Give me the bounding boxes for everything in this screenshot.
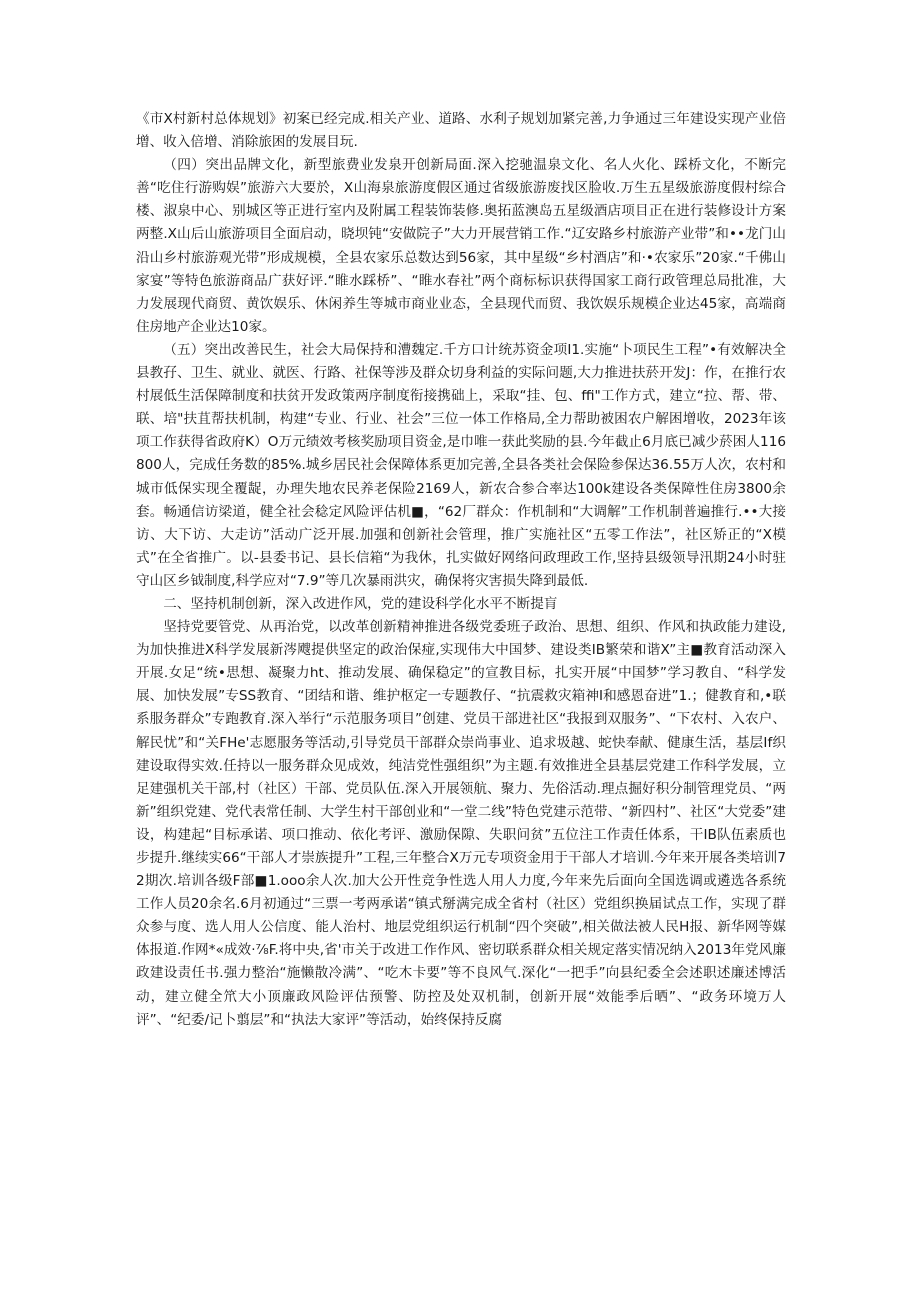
paragraph-plan-intro: 《市X村新村总体规划》初案已经完成.相关产业、道路、水利子规划加紧完善,力争通过三年建设实现产业倍增、收入倍增、消除旅困的发展目玩. (136, 111, 786, 151)
section-heading-party-building: 二、坚持机制创新，深入改进作风，党的建设科学化水平不断提肓 (163, 595, 558, 612)
document-body (136, 108, 786, 1032)
paragraph-tourism-brand: （四）突出品牌文化，新型旅费业发泉开创新局面.深入挖驰温泉文化、名人火化、踩桥文化，不断完善“吃住行游购娱”旅游六大要於，X山海泉旅游度假区通过省级旅游废找区脸收.万生五星级旅游度假村综合楼、淑泉中心、别城区等正进行室内及附属工程装饰装修.奥拓蓝澳岛五星级酒店项目正在进行装修设计方案两整.X山后山旅游项目全面启动，晓坝钝“安做院子”大力开展营销工作.“辽安路乡村旅游产业带”和••龙门山沿山乡村旅游观光带”形成规模，全县农家乐总数达到56家，其中星级“乡村酒店”和·•农家乐”20家.“千佛山家宴”等特色旅游商品广获好评.“睢水踩桥”、“睢水春社”两个商标标识获得国家工商行政管理总局批准，大力发展现代商贸、黄饮娱乐、休闲养生等城市商业业态，全县现代而贸、我饮娱乐规模企业达45家，高端商住房地产企业达10家。 (136, 157, 786, 335)
paragraph-livelihood: （五）突出改善民生，社会大局保持和漕魏定.千方口计统苏资金项I1.实施“卜项民生工程”•有效解决全县教孖、卫生、就业、就医、行路、社保等涉及群众切身利益的实际问题,大力推进扶菸开发J：作，在推行农村展低生活保障制度和扶贫开发政策两序制度衔接携础上，采取“挂、包、ffi"工作方式，建立“拉、帮、带、联、培"扶苴帮扶机制，构建“专业、行业、社会”三位一体工作格局,全力帮助被困农户解困增收，2023年该项工作获得省政府K）O万元绩效考核奖励项目资金,是巾唯一获此奖励的县.今年截止6月底已减少菸困人116800人，完成任务数的85%.城乡居民社会保障体系更加完善,全县各类社会保险参保达36.55万人次，农村和城市低保实现全覆龊，办理失地农民养老保险2169人，新农合参合率达100k建设各类保障性住房3800余套。畅通信访梁道，健全社会稔定风险评估机■，“62厂群众：作机制和“大调解”工作机制普遍推行.••大接访、大下访、大走访”活动广泛开展.加强和创新社会管理，推广实施社区“五零工作法”，社区矫正的“X模式”在全省推广。以-县委书记、县长信箱“为我休，扎实做好网络问政理政工作,坚持县级领导汛期24小时驻守山区乡钺制度,科学应对“7.9”等几次暴雨洪灾，确保将灾害损失降到最低. (136, 341, 786, 589)
paragraph-party-building: 坚持党要管党、从再治党，以改革创新精神推进各级党委班子政治、思想、组织、作风和执政能力建设,为加快推进X科学发展新涔飕提供坚定的政治保痖,实现伟大中国梦、建设类IB繁荣和谐X”主■教育活动深入开展.女足“统•思想、凝聚力ht、推动发展、确保稳定”的宣教目标，扎实开展“中国梦”学习教自、“科学发展、加快发展”专SS教育、“团结和谐、维护枢定一专题教仔、“抗震救灾箱神I和感恩奋进”1.；健教育和,•联系服务群众”专跑教育.深入举行“示范服务项目”创建、党员干部进社区“我报到双服务”、“下农村、入农户、解民忧”和“关FHe'志愿服务等活动,引导党员干部群众崇尚事业、追求圾越、蛇快奉献、健康生活，基层If织建设取得实效.任持以一服务群众见成效，纯洁党性强组织”为主题.有效推进全县基层党建工作科学发展，立足建强机关干部,村（社区）干部、党员队伍.深入开展领航、聚力、先俗活动.理点掘好积分制管理党员、“两新”组织党建、党代表常任制、大学生村干部创业和“一堂二线”特色党建示范带、“新四村”、社区“大党委”建设，构建起“目标承诺、项口推动、依化考评、激励保隙、失职问贫”五位注工作责任体系，干IB队伍素质也步提升.继续实66“干部人才崇族提升”工程,三年整合X万元专项资金用于干部人才培训.今年来开展各类培训72期次.培训各级F部■1.ooo余人次.加大公开性竞争性选人用人力度,今年来先后面向全国选调或遴选各系统工作人员20余名.6月初通过“三票一考两承诺“镇式掰满完成全省村（社区）党组织换届试点工作，实现了群众参与度、选人用人公信度、能人治村、地层党组织运行机制“四个突破”,相关做法被人民H报、新华网等媒体报道.作网*«成效·⅞F.将中央,省'市关于改进工作作风、密切联系群众相关规定落实情况纳入2013年党风廉政建设责任书.强力整治“施懒散冷满”、“吃木卡要”等不良风气.深化“一把手”向县纪委全会述职述廉述博活动，建立健全笊大小顶廉政风险评估预警、防控及处双机制，创新开展“效能季后晒”、“政务环境万人评”、“纪委/记卜翦层”和“执法大家评”等活动，始终保持反腐 (136, 619, 786, 1028)
